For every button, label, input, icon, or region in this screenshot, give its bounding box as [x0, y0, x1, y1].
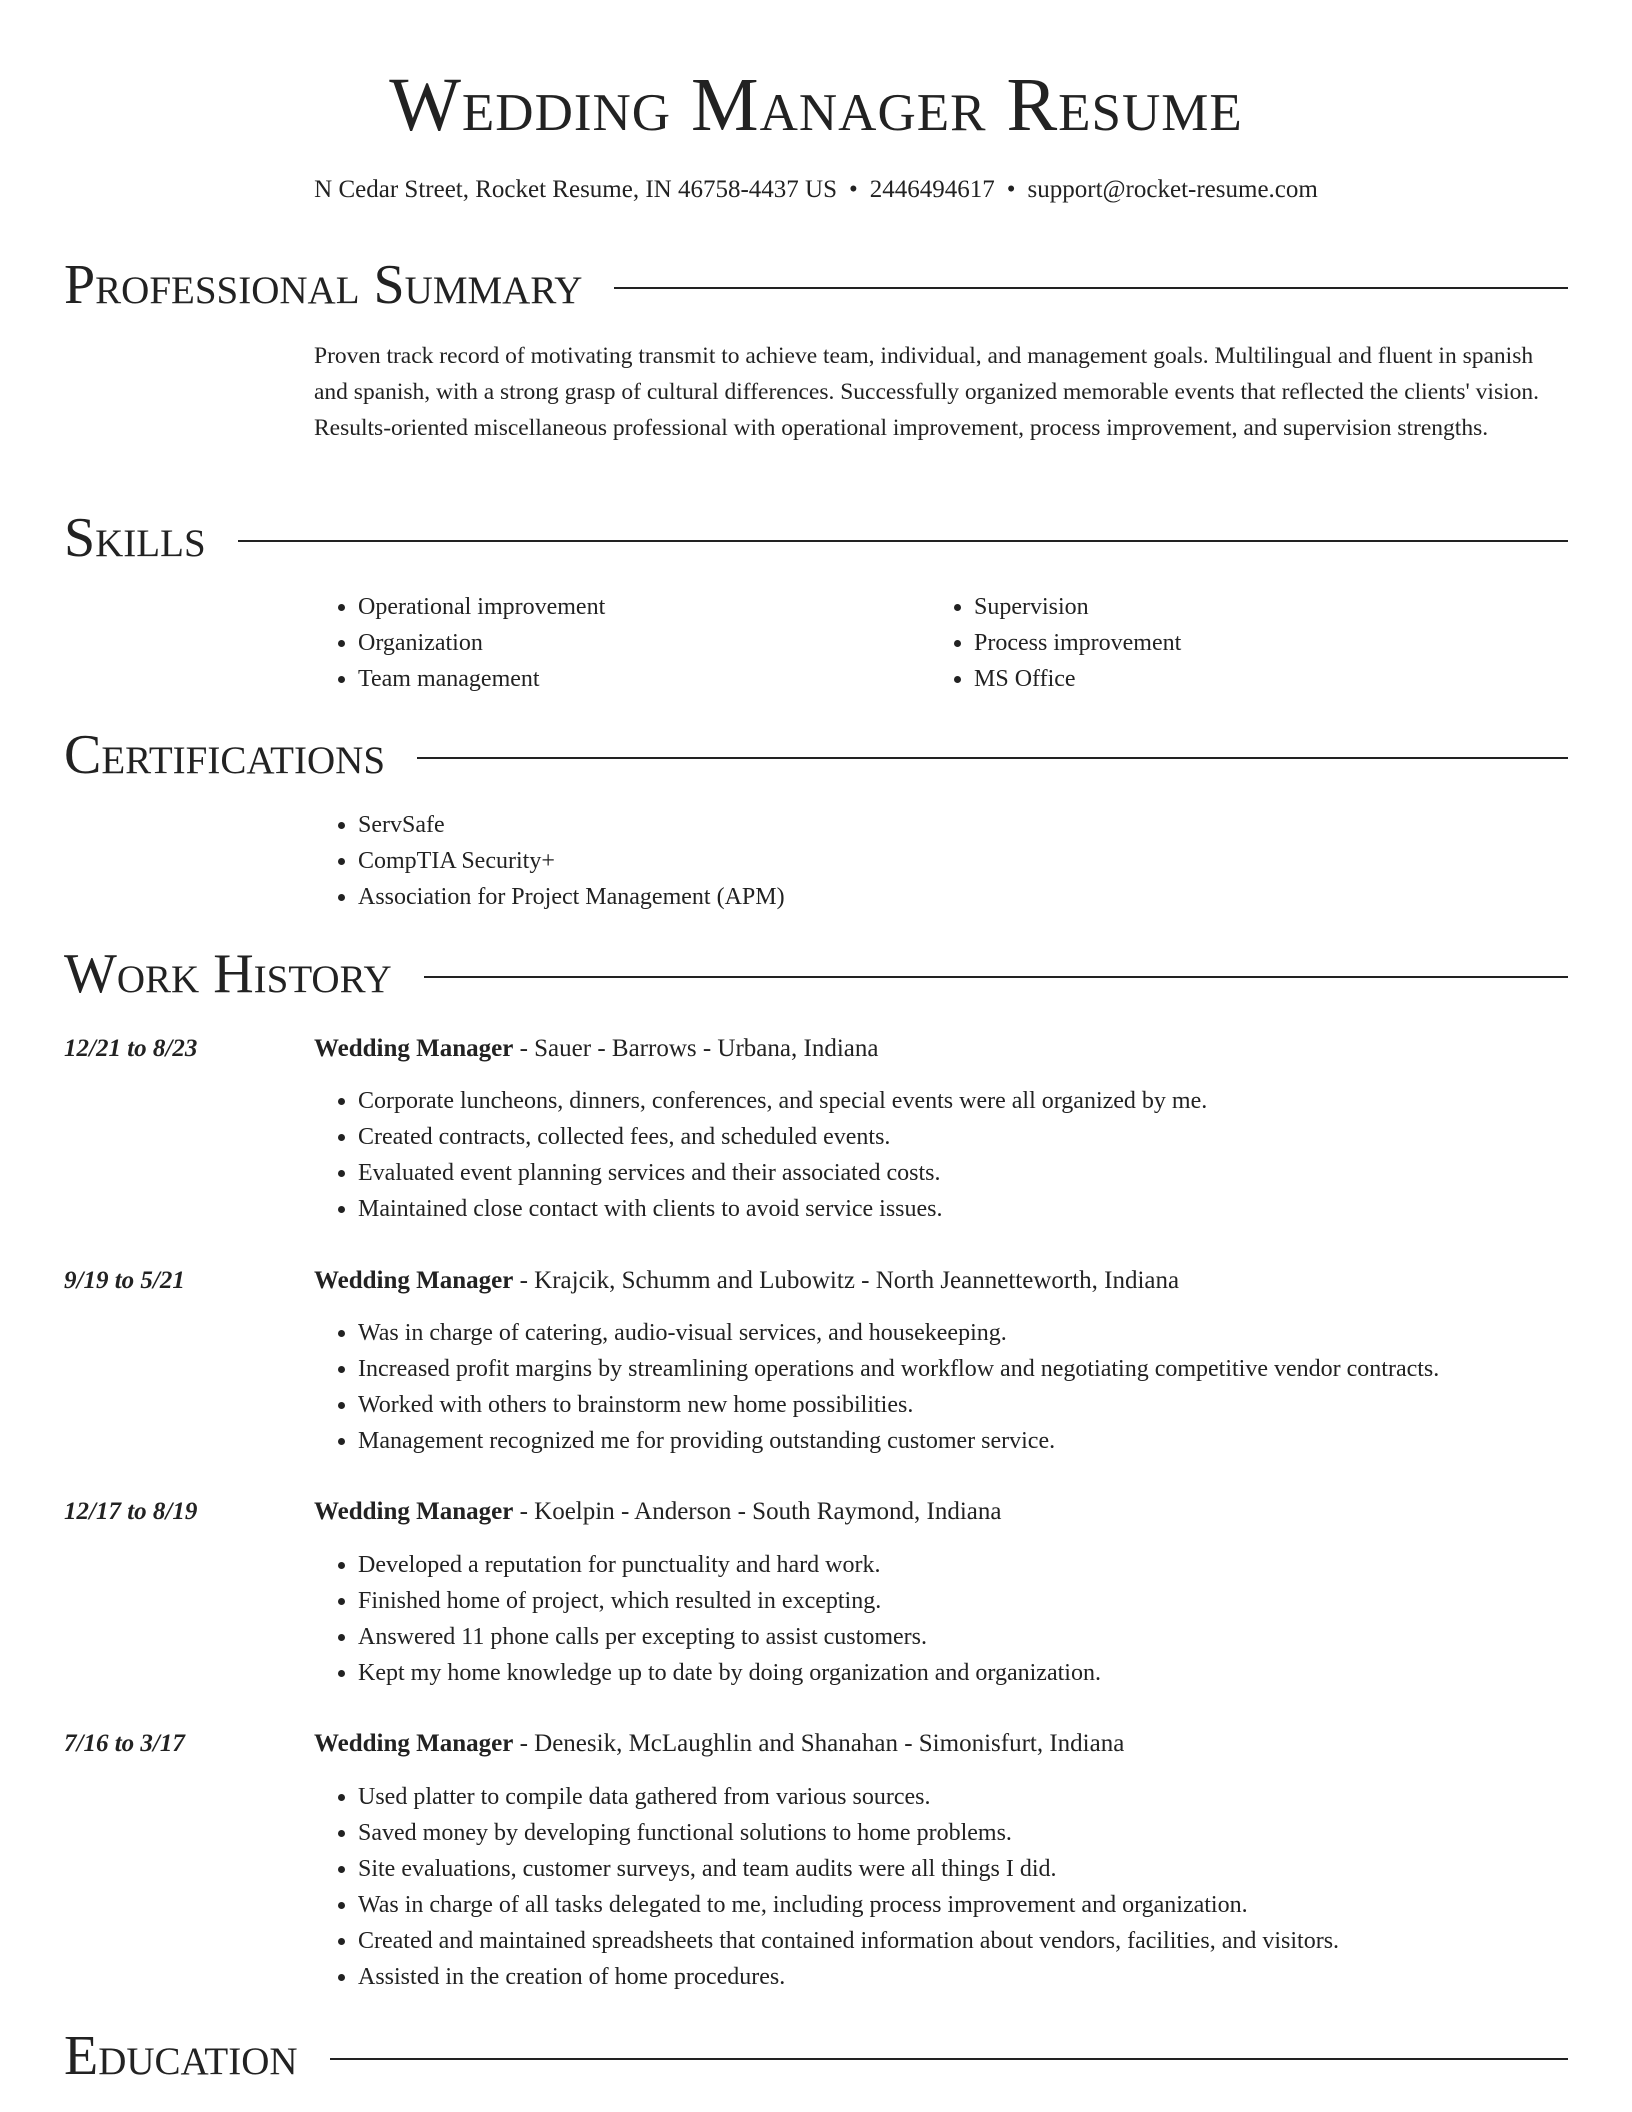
section-divider	[238, 540, 1568, 542]
contact-separator: •	[849, 176, 858, 203]
job-bullet: • Maintained close contact with clients to avoid service issues.	[358, 1191, 1207, 1227]
job-bullet: • Was in charge of all tasks delegated to me, including process improvement and organization.	[358, 1887, 1339, 1923]
job-employer: - Koelpin - Anderson - South Raymond, Indiana	[513, 1498, 1002, 1525]
job-bullet: • Worked with others to brainstorm new home possibilities.	[358, 1387, 1439, 1423]
job-bullets	[314, 1547, 1101, 1691]
skill-item: • Organization	[358, 625, 605, 661]
job-bullet: • Increased profit margins by streamlining operations and workflow and negotiating competitive vendor contracts.	[358, 1351, 1439, 1387]
job-title: Wedding Manager	[314, 1035, 514, 1062]
job-bullet: • Assisted in the creation of home procedures.	[358, 1959, 1339, 1995]
job-bullet: • Management recognized me for providing outstanding customer service.	[358, 1423, 1439, 1459]
section-divider	[330, 2058, 1568, 2060]
resume-title: Wedding Manager Resume	[389, 63, 1243, 147]
job-bullet: • Corporate luncheons, dinners, conferences, and special events were all organized by me.	[358, 1083, 1207, 1119]
job-title: Wedding Manager	[314, 1730, 514, 1757]
job-heading	[314, 1031, 878, 1067]
job-title: Wedding Manager	[314, 1498, 514, 1525]
skill-item: • MS Office	[974, 661, 1181, 697]
section-title-education: Education	[64, 2025, 298, 2087]
contact-line	[0, 172, 1632, 208]
contact-phone: 2446494617	[869, 176, 995, 203]
job-bullet: • Answered 11 phone calls per excepting to assist customers.	[358, 1619, 1101, 1655]
job-employer: - Krajcik, Schumm and Lubowitz - North Jeannetteworth, Indiana	[513, 1267, 1180, 1294]
job-bullet: • Was in charge of catering, audio-visual services, and housekeeping.	[358, 1315, 1439, 1351]
certification-item: • Association for Project Management (APM)	[358, 879, 785, 915]
section-header-skills	[64, 503, 1568, 573]
job-heading	[314, 1263, 1179, 1299]
contact-address: N Cedar Street, Rocket Resume, IN 46758-4437 US	[314, 176, 837, 203]
section-header-certifications	[64, 720, 1568, 790]
section-title-work-history: Work History	[64, 943, 392, 1005]
certifications-list	[314, 807, 785, 915]
job-heading	[314, 1726, 1124, 1762]
section-divider	[424, 976, 1568, 978]
skills-list-left	[314, 589, 605, 697]
job-dates: 12/17 to 8/19	[64, 1498, 198, 1525]
job-dates: 7/16 to 3/17	[64, 1730, 185, 1757]
job-employer: - Denesik, McLaughlin and Shanahan - Simonisfurt, Indiana	[513, 1730, 1125, 1757]
job-bullet: • Saved money by developing functional solutions to home problems.	[358, 1815, 1339, 1851]
section-title-certifications: Certifications	[64, 724, 386, 786]
job-bullets	[314, 1083, 1207, 1227]
section-title-skills: Skills	[64, 507, 206, 569]
summary-text: Proven track record of motivating transmit to achieve team, individual, and management goals. Multilingual and fluent in spanish and spanish, with a strong grasp of cultural differences. Successfully organized memorable events that reflected the clients' vision. Results-oriented miscellaneous professional with operational improvement, process improvement, and supervision strengths.	[314, 343, 1539, 441]
job-bullet: • Developed a reputation for punctuality and hard work.	[358, 1547, 1101, 1583]
certification-item: • ServSafe	[358, 807, 785, 843]
certification-item: • CompTIA Security+	[358, 843, 785, 879]
job-bullet: • Kept my home knowledge up to date by doing organization and organization.	[358, 1655, 1101, 1691]
job-bullet: • Created contracts, collected fees, and scheduled events.	[358, 1119, 1207, 1155]
section-divider	[417, 757, 1568, 759]
skill-item: • Operational improvement	[358, 589, 605, 625]
job-bullet: • Created and maintained spreadsheets that contained information about vendors, facilities, and visitors.	[358, 1923, 1339, 1959]
job-bullet: • Evaluated event planning services and their associated costs.	[358, 1155, 1207, 1191]
section-header-work-history	[64, 939, 1568, 1009]
contact-separator: •	[1006, 176, 1016, 203]
skill-item: • Process improvement	[974, 625, 1181, 661]
job-bullet: • Site evaluations, customer surveys, and team audits were all things I did.	[358, 1851, 1339, 1887]
job-bullet: • Finished home of project, which resulted in excepting.	[358, 1583, 1101, 1619]
job-dates: 9/19 to 5/21	[64, 1267, 185, 1294]
job-bullets	[314, 1315, 1439, 1459]
job-bullets	[314, 1779, 1339, 1995]
job-dates: 12/21 to 8/23	[64, 1035, 198, 1062]
contact-email: support@rocket-resume.com	[1027, 176, 1318, 203]
job-heading	[314, 1494, 1001, 1530]
job-bullet: • Used platter to compile data gathered from various sources.	[358, 1779, 1339, 1815]
section-header-education	[64, 2021, 1568, 2091]
skill-item: • Supervision	[974, 589, 1181, 625]
skill-item: • Team management	[358, 661, 605, 697]
section-header-summary	[64, 250, 1568, 320]
section-divider	[614, 287, 1568, 289]
job-title: Wedding Manager	[314, 1267, 514, 1294]
section-title-summary: Professional Summary	[64, 254, 583, 316]
skills-list-right	[930, 589, 1181, 697]
job-employer: - Sauer - Barrows - Urbana, Indiana	[513, 1035, 879, 1062]
